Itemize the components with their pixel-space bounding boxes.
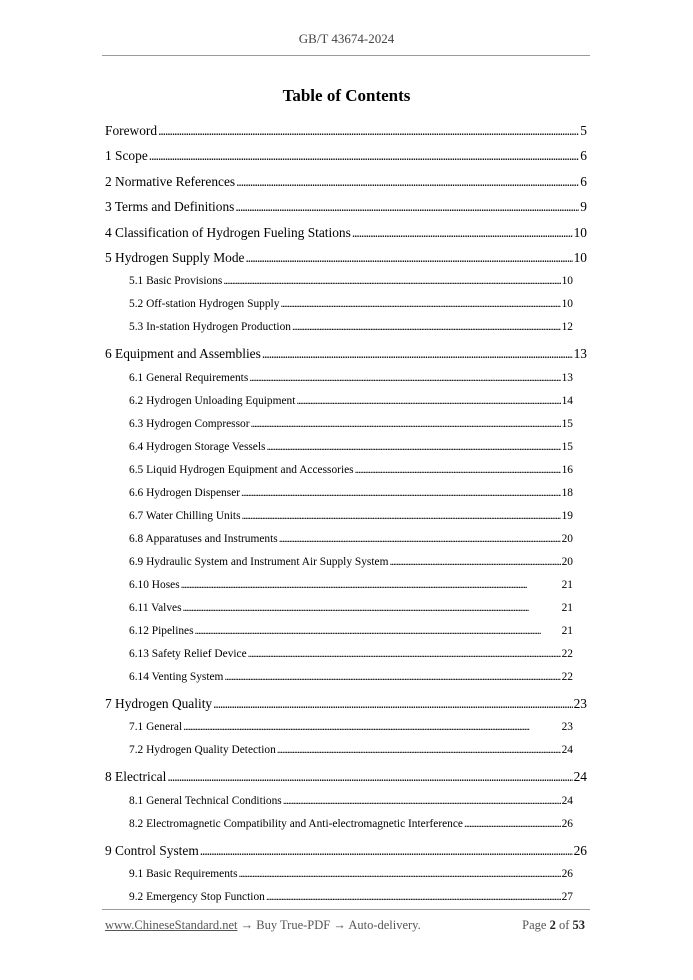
toc-entry-subsection[interactable] [105,293,587,316]
toc-entry-subsection[interactable] [105,528,587,551]
dot-leader [224,666,560,689]
toc-entry-subsection[interactable] [105,270,587,293]
dot-leader [241,482,561,505]
toc-entry-subsection[interactable] [105,739,587,762]
toc-entry-page-number: 21 [561,624,573,637]
toc-entry-subsection[interactable] [105,367,587,390]
toc-entry-page-number: 27 [561,890,573,903]
dot-leader [181,574,561,597]
dot-leader [464,813,561,836]
toc-entry-page-number: 23 [561,721,573,734]
footer-promo [105,918,421,933]
toc-entry-subsection[interactable] [105,459,587,482]
page-total: 53 [572,918,585,932]
toc-entry-label: 5.1 Basic Provisions [129,275,223,288]
dot-leader [200,838,573,863]
dot-leader [277,739,561,762]
toc-entry-page-number: 22 [561,670,573,683]
toc-entry-section[interactable] [105,838,587,863]
toc-entry-page-number: 26 [561,867,573,880]
dot-leader [292,316,561,339]
toc-entry-label: 4 Classification of Hydrogen Fueling Stations [105,224,351,240]
toc-entry-label: 6 Equipment and Assemblies [105,346,261,362]
toc-entry-subsection[interactable] [105,316,587,339]
toc-entry-page-number: 6 [580,148,587,164]
page-word: Page [522,918,547,932]
dot-leader [279,528,561,551]
toc-entry-label: 8 Electrical [105,769,167,785]
toc-entry-page-number: 23 [573,695,587,711]
toc-entry-label: 6.6 Hydrogen Dispenser [129,486,241,499]
toc-entry-page-number: 10 [573,249,587,265]
page-title: Table of Contents [282,86,411,105]
toc-entry-page-number: 26 [573,842,587,858]
toc-entry-section[interactable] [105,245,587,270]
auto-delivery-text: Auto-delivery. [348,918,421,932]
dot-leader [389,551,560,574]
toc-entry-page-number: 24 [561,744,573,757]
dot-leader [183,716,560,739]
arrow-icon: → [333,918,346,932]
dot-leader [167,764,572,789]
dot-leader [352,220,573,245]
toc-entry-page-number: 10 [561,298,573,311]
toc-entry-subsection[interactable] [105,863,587,886]
toc-entry-label: 8.2 Electromagnetic Compatibility and Anti-electromagnetic Interference [129,817,463,830]
toc-entry-page-number: 5 [580,123,587,138]
toc-entry-label: 9 Control System [105,842,199,858]
toc-entry-section[interactable] [105,341,587,366]
dot-leader [249,367,560,390]
toc-entry-page-number: 12 [561,321,573,334]
toc-entry-page-number: 21 [561,578,573,591]
website-link[interactable]: www.ChineseStandard.net [105,918,238,932]
toc-entry-label: 6.4 Hydrogen Storage Vessels [129,440,266,453]
toc-entry-label: 5.2 Off-station Hydrogen Supply [129,298,280,311]
toc-entry-label: 6.10 Hoses [129,578,180,591]
toc-entry-label: 7 Hydrogen Quality [105,695,213,711]
toc-entry-label: 3 Terms and Definitions [105,199,235,215]
dot-leader [158,118,579,143]
dot-leader [149,143,580,168]
toc-entry-label: 7.2 Hydrogen Quality Detection [129,744,276,757]
toc-entry-section[interactable] [105,764,587,789]
table-of-contents [105,118,587,909]
toc-entry-label: 2 Normative References [105,173,236,189]
toc-entry-label: 9.1 Basic Requirements [129,867,238,880]
toc-entry-label: 9.2 Emergency Stop Function [129,890,265,903]
page-indicator [522,918,585,933]
footer-divider [102,909,590,910]
toc-entry-label: Foreword [105,123,158,138]
page-footer [105,918,585,933]
toc-entry-page-number: 20 [561,532,573,545]
dot-leader [183,597,561,620]
dot-leader [355,459,561,482]
toc-entry-subsection[interactable] [105,574,587,597]
dot-leader [195,620,561,643]
toc-entry-label: 5.3 In-station Hydrogen Production [129,321,291,334]
dot-leader [248,643,561,666]
toc-entry-label: 6.8 Apparatuses and Instruments [129,532,278,545]
toc-entry-subsection[interactable] [105,436,587,459]
toc-entry-page-number: 13 [573,346,587,362]
toc-entry-subsection[interactable] [105,813,587,836]
dot-leader [251,413,561,436]
toc-entry-label: 1 Scope [105,148,148,164]
toc-entry-subsection[interactable] [105,643,587,666]
toc-entry-section[interactable] [105,220,587,245]
dot-leader [235,194,579,219]
header-divider [102,55,590,56]
dot-leader [245,245,572,270]
toc-entry-page-number: 15 [561,417,573,430]
toc-entry-page-number: 9 [580,199,587,215]
toc-entry-page-number: 26 [561,817,573,830]
toc-entry-subsection[interactable] [105,886,587,909]
dot-leader [280,293,560,316]
dot-leader [262,341,573,366]
toc-entry-subsection[interactable] [105,482,587,505]
toc-entry-page-number: 10 [573,224,587,240]
toc-entry-section[interactable] [105,143,587,168]
dot-leader [266,886,561,909]
toc-entry-page-number: 22 [561,647,573,660]
toc-entry-section[interactable] [105,169,587,194]
toc-entry-page-number: 21 [561,601,573,614]
toc-entry-page-number: 10 [561,275,573,288]
toc-entry-label: 6.9 Hydraulic System and Instrument Air Supply System [129,555,389,568]
dot-leader [236,169,579,194]
toc-entry-label: 6.11 Valves [129,601,182,614]
toc-entry-page-number: 6 [580,173,587,189]
toc-entry-page-number: 24 [561,794,573,807]
toc-entry-label: 6.5 Liquid Hydrogen Equipment and Accessories [129,463,354,476]
dot-leader [223,270,560,293]
dot-leader [266,436,560,459]
toc-entry-label: 6.1 General Requirements [129,371,249,384]
toc-entry-page-number: 13 [561,371,573,384]
toc-entry-label: 6.7 Water Chilling Units [129,509,241,522]
of-word: of [558,918,570,932]
toc-entry-subsection[interactable] [105,551,587,574]
toc-entry-label: 6.14 Venting System [129,670,224,683]
dot-leader [239,863,561,886]
dot-leader [213,691,573,716]
toc-entry-label: 6.12 Pipelines [129,624,194,637]
toc-entry-subsection[interactable] [105,790,587,813]
dot-leader [242,505,561,528]
toc-entry-page-number: 15 [561,440,573,453]
buy-pdf-text: Buy True-PDF [256,918,331,932]
dot-leader [296,390,560,413]
toc-entry-page-number: 16 [561,463,573,476]
toc-entry-section[interactable] [105,691,587,716]
toc-entry-label: 6.2 Hydrogen Unloading Equipment [129,394,296,407]
toc-entry-page-number: 18 [561,486,573,499]
toc-entry-subsection[interactable] [105,666,587,689]
toc-entry-label: 5 Hydrogen Supply Mode [105,249,245,265]
toc-entry-subsection[interactable] [105,505,587,528]
toc-entry-subsection[interactable] [105,390,587,413]
dot-leader [283,790,561,813]
arrow-icon: → [240,918,254,932]
toc-entry-subsection[interactable] [105,620,587,643]
toc-entry-label: 7.1 General [129,721,183,734]
document-id-header: GB/T 43674-2024 [298,31,395,46]
toc-entry-subsection[interactable] [105,716,587,739]
toc-entry-label: 6.3 Hydrogen Compressor [129,417,250,430]
toc-entry-page-number: 19 [561,509,573,522]
toc-entry-subsection[interactable] [105,413,587,436]
toc-entry-subsection[interactable] [105,597,587,620]
toc-entry-section[interactable] [105,194,587,219]
toc-entry-page-number: 14 [561,394,573,407]
toc-entry-label: 8.1 General Technical Conditions [129,794,282,807]
toc-entry-label: 6.13 Safety Relief Device [129,647,247,660]
toc-entry-page-number: 20 [561,555,573,568]
toc-entry-page-number: 24 [573,769,587,785]
page-current: 2 [549,918,556,932]
toc-entry-section[interactable] [105,118,587,143]
